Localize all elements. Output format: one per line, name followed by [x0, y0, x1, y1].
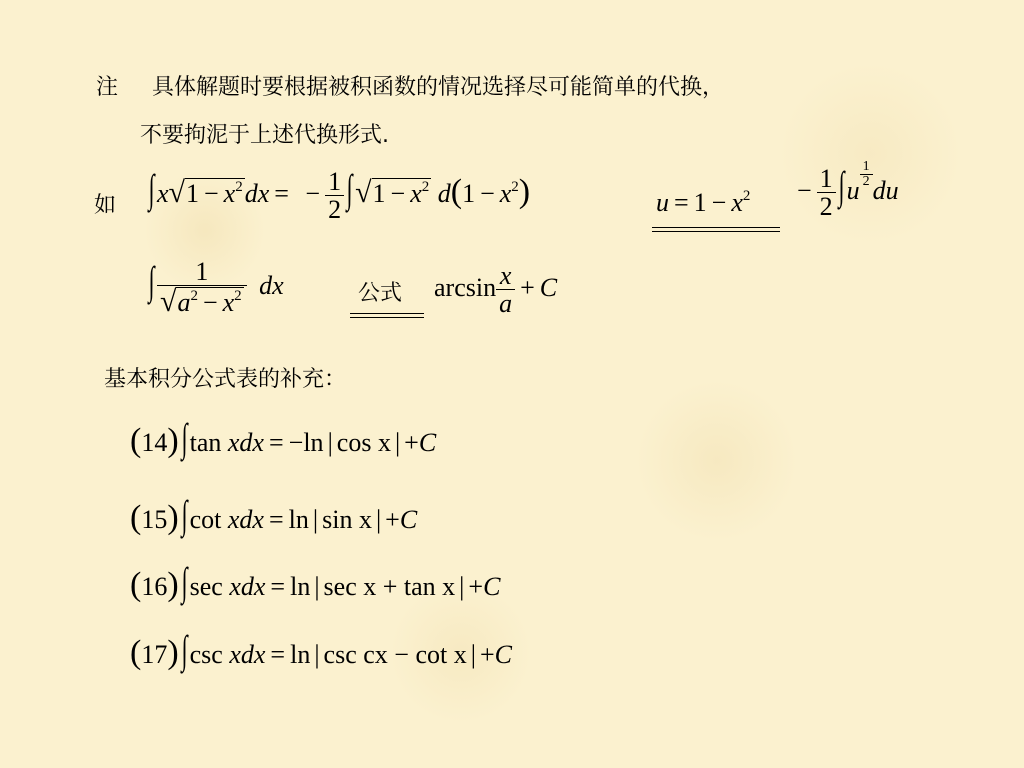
example-integral-2: ∫ $\frac{1}{√a^2 - x^2}$ dx [148, 257, 284, 319]
formula-label: 公式 [358, 281, 403, 306]
formula-17: (17)∫csc xdx = ln | csc cx − cot x | +C [130, 627, 512, 672]
note-label: 注 [96, 75, 119, 100]
example-integral-1: $\int x√1 - x^2dx$ = − $\frac{1}{2}$ $\int√1 - x^2$ $d(1 - x^2)$ [148, 165, 531, 225]
example-prefix: 如 [94, 193, 117, 218]
formula-16: (16)∫sec xdx = ln | sec x + tan x | +C [130, 559, 501, 604]
note-line-1: 具体解题时要根据被积函数的情况选择尽可能简单的代换， [152, 75, 725, 100]
supplement-title: 基本积分公式表的补充： [104, 367, 347, 392]
formula-15: (15)∫cot xdx = ln | sin x | +C [130, 492, 418, 537]
example-result-1: − $\frac{1}{2}$ ∫u $\frac{1}{2}$ du [797, 158, 899, 222]
example-result-2: arcsin $\frac{x}{a}$ + C [434, 261, 558, 319]
note-line-2: 不要拘泥于上述代换形式. [140, 123, 389, 148]
substitution-label: $u = 1 - x^2$ [656, 188, 751, 217]
formula-14: (14)∫tan xdx = −ln | cos x | +C [130, 415, 437, 460]
formula-double-line [350, 313, 424, 318]
substitution-double-line [652, 227, 780, 232]
